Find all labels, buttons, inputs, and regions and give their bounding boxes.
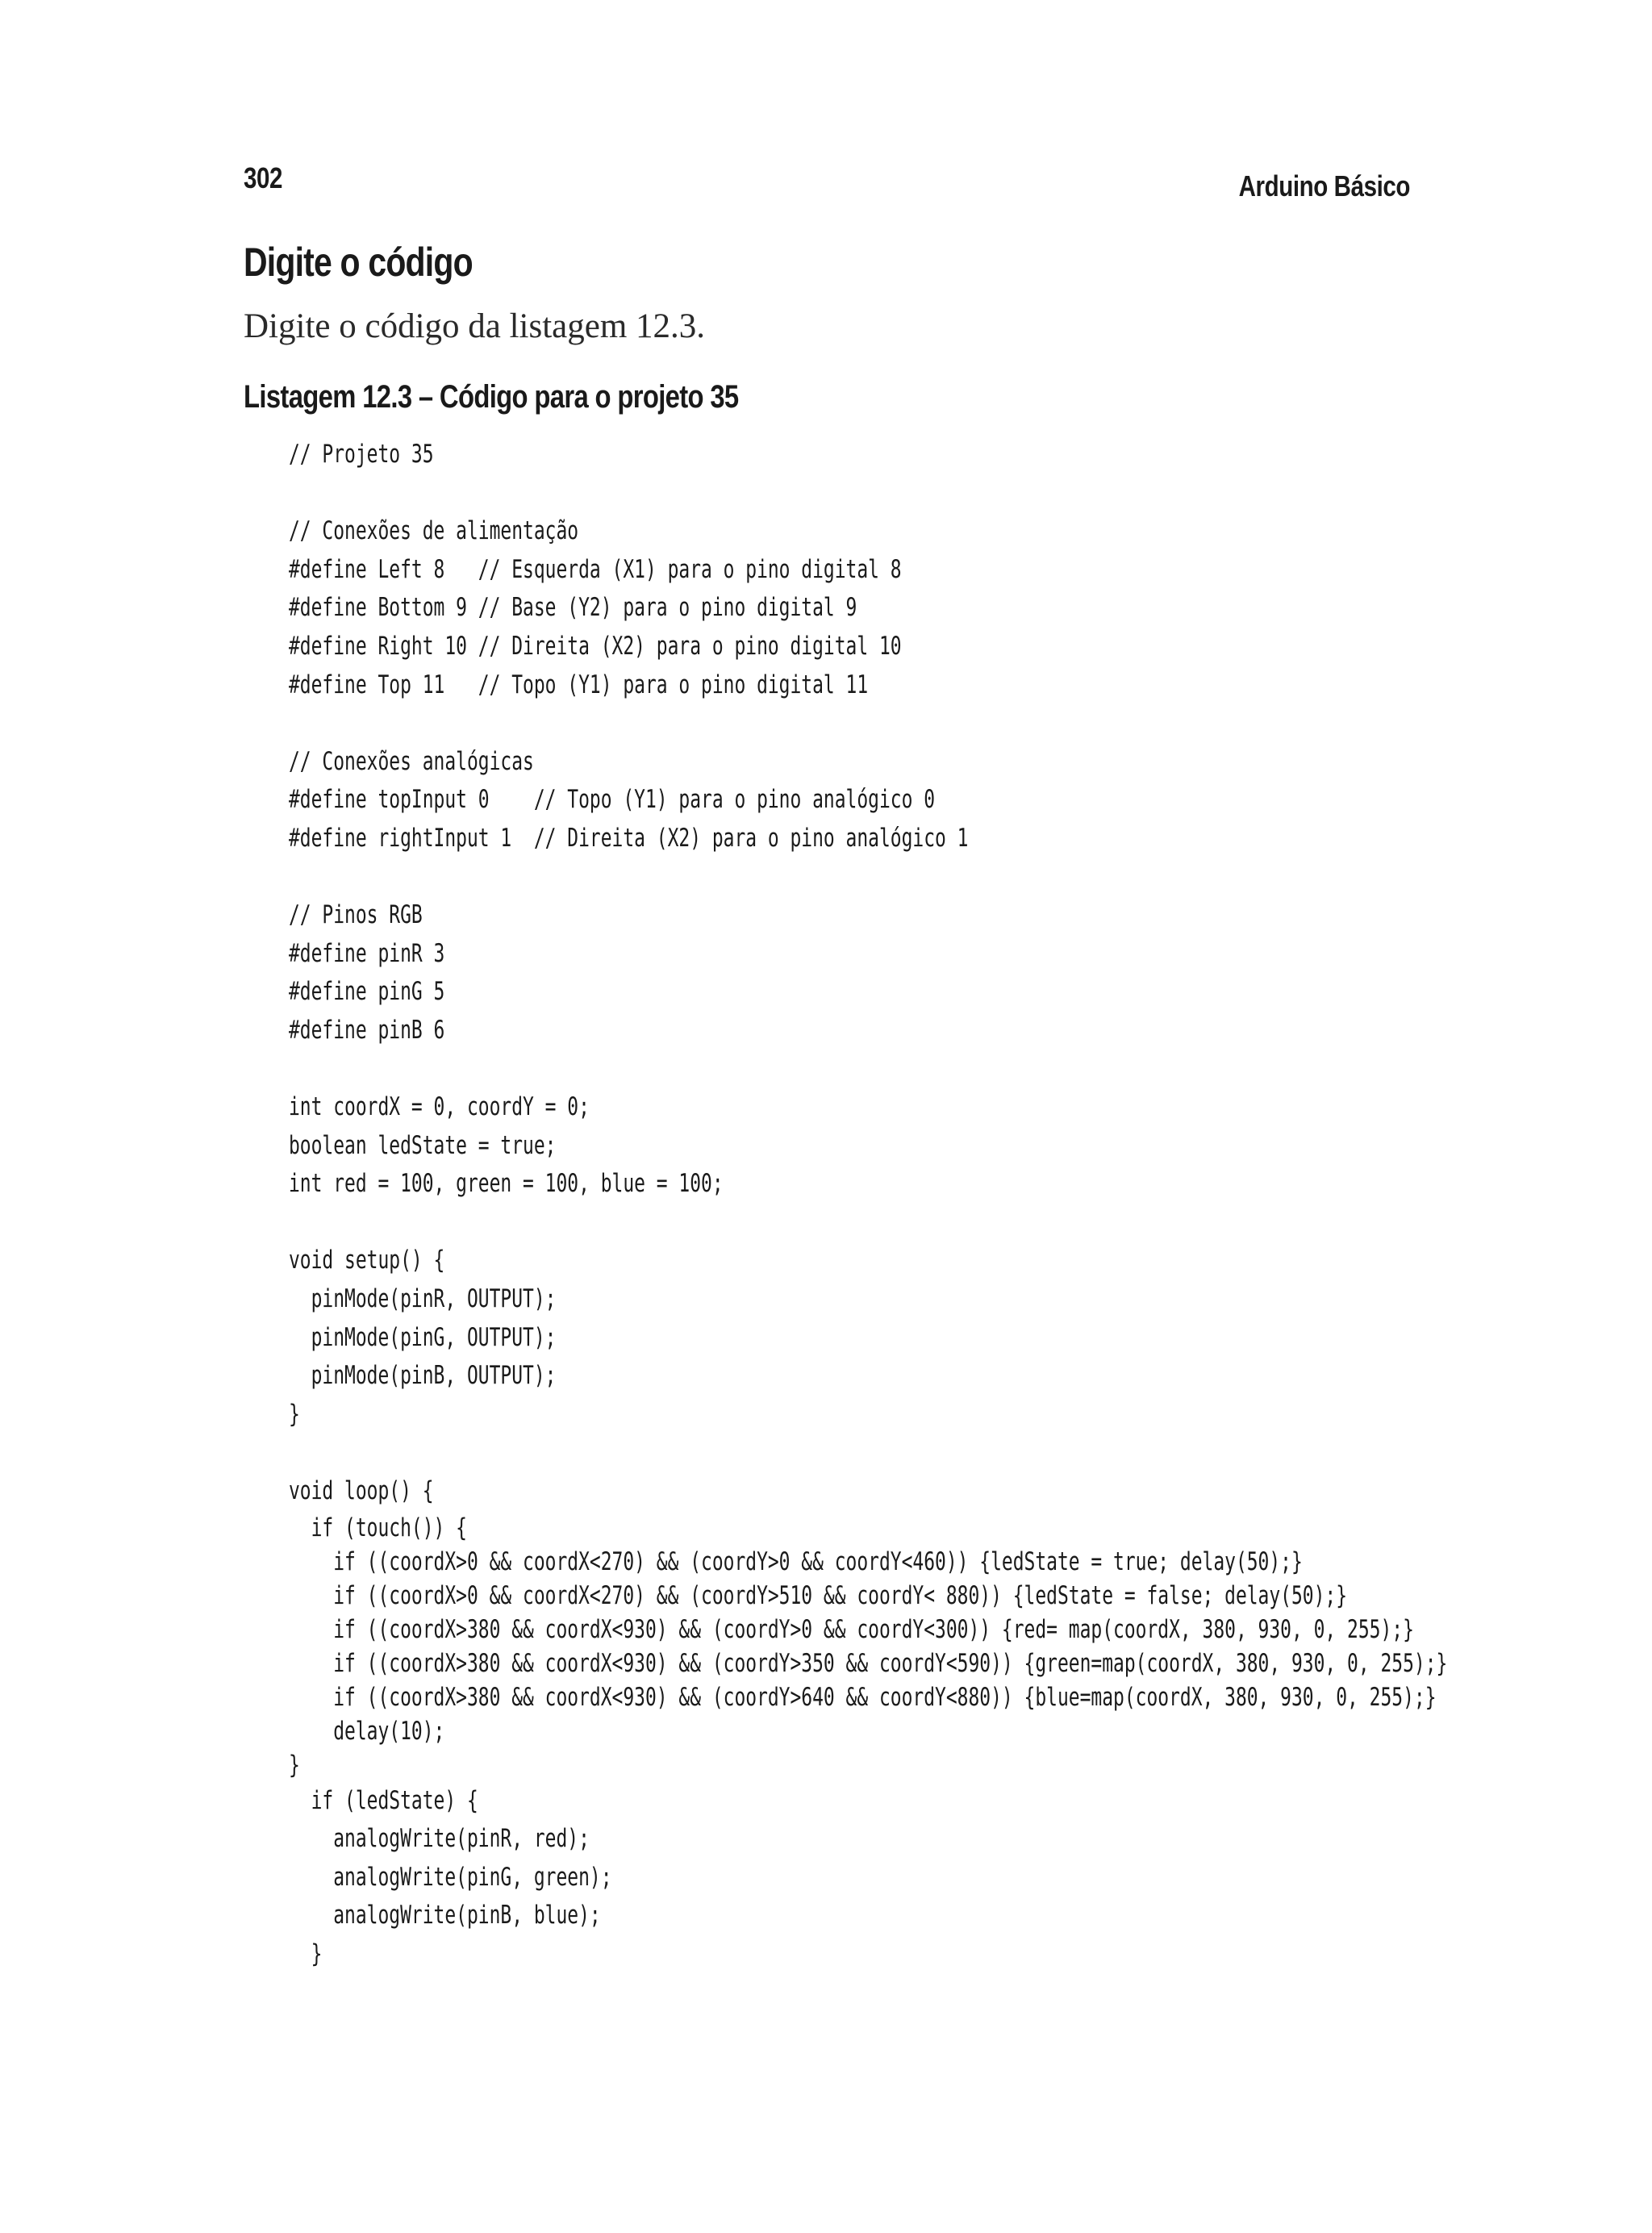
code-line: pinMode(pinG, OUTPUT); <box>289 1322 557 1352</box>
code-line: if (touch()) { <box>289 1513 467 1542</box>
code-line: analogWrite(pinR, red); <box>289 1824 590 1854</box>
code-line: boolean ledState = true; <box>289 1130 557 1160</box>
code-line: #define Right 10 // Direita (X2) para o pino digital 10 <box>289 631 902 661</box>
code-line <box>289 1204 1137 1242</box>
code-line: if ((coordX>380 && coordX<930) && (coordY>0 && coordY<300)) {red= map(coordX, 380, 930, 0, 255);} <box>289 1614 1414 1644</box>
code-line: #define rightInput 1 // Direita (X2) para o pino analógico 1 <box>289 823 969 853</box>
code-line: // Conexões de alimentação <box>289 516 579 546</box>
code-line <box>289 1434 1137 1472</box>
running-title: Arduino Básico <box>1238 169 1410 202</box>
code-line: } <box>289 1939 323 1968</box>
code-line: if ((coordX>380 && coordX<930) && (coordY>640 && coordY<880)) {blue=map(coordX, 380, 930, 0, 255);} <box>289 1682 1437 1712</box>
intro-paragraph: Digite o código da listagem 12.3. <box>244 307 706 345</box>
code-line: analogWrite(pinG, green); <box>289 1862 612 1892</box>
code-line: } <box>289 1399 300 1429</box>
code-line: #define pinG 5 <box>289 977 445 1007</box>
code-line: // Conexões analógicas <box>289 746 534 776</box>
code-line <box>289 704 1137 743</box>
code-line: if (ledState) { <box>289 1785 478 1815</box>
code-line: #define Top 11 // Topo (Y1) para o pino digital 11 <box>289 670 869 699</box>
code-line: analogWrite(pinB, blue); <box>289 1901 601 1930</box>
code-line: if ((coordX>0 && coordX<270) && (coordY>510 && coordY< 880)) {ledState = false; delay(50);} <box>289 1580 1348 1610</box>
code-line <box>289 474 1137 513</box>
code-line: void setup() { <box>289 1246 445 1275</box>
code-line: void loop() { <box>289 1476 434 1506</box>
code-line: pinMode(pinR, OUTPUT); <box>289 1284 557 1314</box>
code-line: // Pinos RGB <box>289 900 423 930</box>
page-number: 302 <box>244 161 283 194</box>
code-line <box>289 1050 1137 1089</box>
code-listing <box>289 436 1448 1974</box>
code-line: #define pinB 6 <box>289 1015 445 1045</box>
code-line: #define Bottom 9 // Base (Y2) para o pino digital 9 <box>289 593 857 623</box>
code-line: } <box>289 1750 300 1780</box>
code-line: if ((coordX>380 && coordX<930) && (coordY>350 && coordY<590)) {green=map(coordX, 380, 930, 0, 255);} <box>289 1648 1448 1678</box>
code-line: delay(10); <box>289 1716 445 1746</box>
listing-caption: Listagem 12.3 – Código para o projeto 35 <box>244 379 739 415</box>
code-line: pinMode(pinB, OUTPUT); <box>289 1361 557 1391</box>
code-line: int red = 100, green = 100, blue = 100; <box>289 1169 724 1199</box>
code-line: #define Left 8 // Esquerda (X1) para o pino digital 8 <box>289 554 902 584</box>
code-line <box>289 858 1137 897</box>
code-line: if ((coordX>0 && coordX<270) && (coordY>0 && coordY<460)) {ledState = true; delay(50);} <box>289 1546 1303 1576</box>
code-line: int coordX = 0, coordY = 0; <box>289 1092 590 1122</box>
code-line: // Projeto 35 <box>289 440 434 469</box>
code-line: #define topInput 0 // Topo (Y1) para o pino analógico 0 <box>289 785 936 815</box>
section-heading: Digite o código <box>244 240 473 285</box>
code-line: #define pinR 3 <box>289 938 445 968</box>
